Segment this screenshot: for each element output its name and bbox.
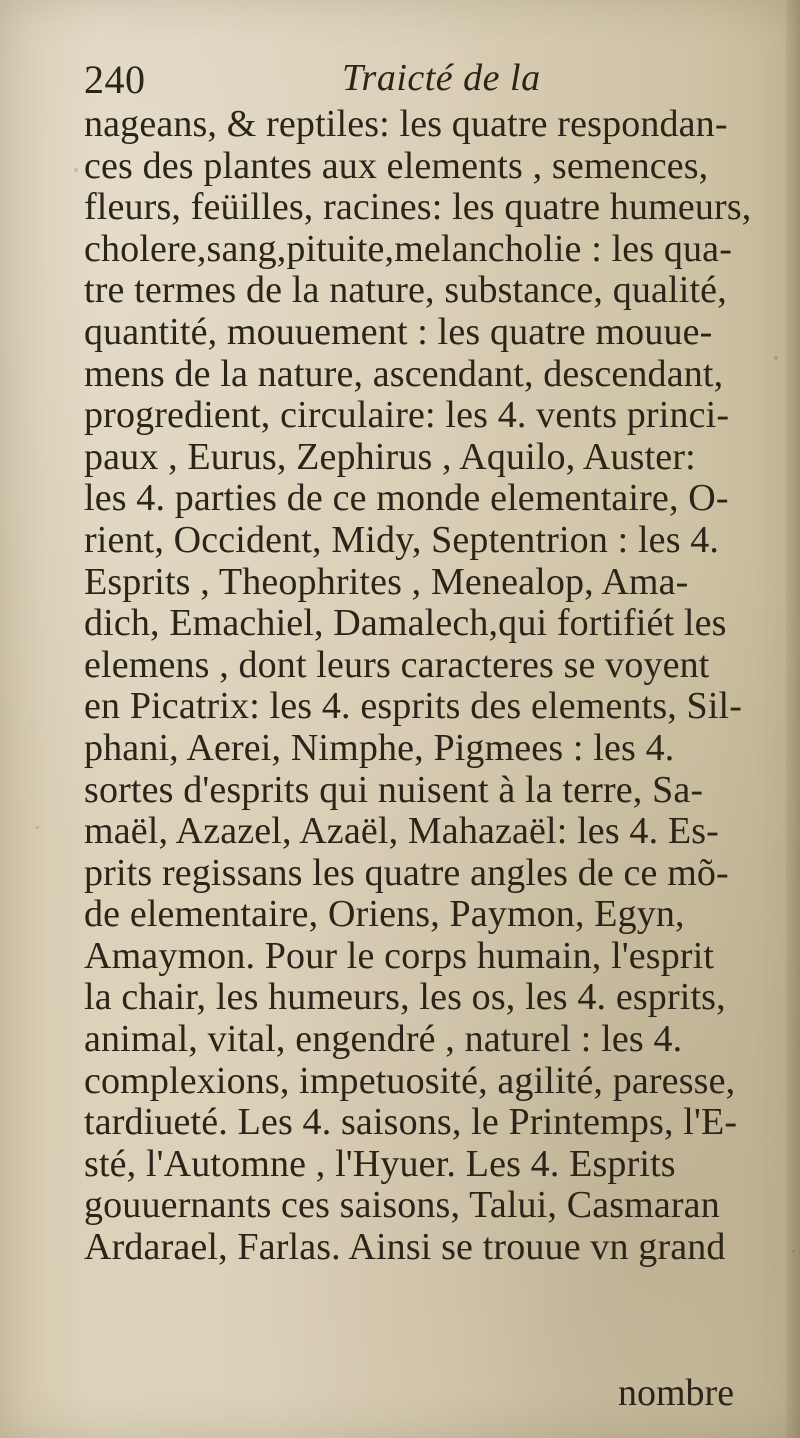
text-line-9: paux , Eurus, Zephirus , Aquilo, Auster: bbox=[84, 435, 696, 478]
text-line-7: mens de la nature, ascendant, descendant, bbox=[84, 352, 724, 395]
text-line-11: rient, Occident, Midy, Septentrion : les 4. bbox=[84, 518, 720, 561]
text-line-22: la chair, les humeurs, les os, les 4. esprits, bbox=[84, 976, 726, 1019]
text-line-12: Esprits , Theophrites , Menealop, Ama- bbox=[84, 560, 689, 603]
text-line-15: en Picatrix: les 4. esprits des elements, Sil- bbox=[84, 685, 743, 728]
text-line-20: de elementaire, Oriens, Paymon, Egyn, bbox=[84, 893, 685, 936]
text-line-21: Amaymon. Pour le corps humain, l'esprit bbox=[84, 934, 715, 977]
paper-speck bbox=[792, 1250, 795, 1253]
text-line-3: fleurs, feüilles, racines: les quatre humeurs, bbox=[84, 186, 752, 229]
page-header bbox=[84, 46, 614, 104]
text-line-16: phani, Aerei, Nimphe, Pigmees : les 4. bbox=[84, 726, 675, 769]
text-line-26: sté, l'Automne , l'Hyuer. Les 4. Esprits bbox=[84, 1142, 676, 1185]
text-line-24: complexions, impetuosité, agilité, paresse, bbox=[84, 1059, 736, 1102]
text-line-17: sortes d'esprits qui nuisent à la terre, Sa- bbox=[84, 768, 704, 811]
text-line-25: tardiueté. Les 4. saisons, le Printemps, l'E- bbox=[84, 1101, 738, 1144]
running-head: Traicté de la bbox=[342, 57, 541, 99]
catchword: nombre bbox=[618, 1372, 735, 1414]
page-gutter-shadow bbox=[786, 0, 800, 1438]
main-text-block bbox=[84, 104, 788, 1269]
text-line-23: animal, vital, engendré , naturel : les 4. bbox=[84, 1018, 683, 1061]
paper-speck bbox=[774, 356, 778, 360]
text-line-14: elemens , dont leurs caracteres se voyent bbox=[84, 643, 710, 686]
paper-speck bbox=[36, 826, 39, 829]
text-line-8: progredient, circulaire: les 4. vents princi- bbox=[84, 394, 730, 437]
text-line-5: tre termes de la nature, substance, qualité, bbox=[84, 269, 727, 312]
text-line-6: quantité, mouuement : les quatre mouue- bbox=[84, 310, 713, 353]
text-line-13: dich, Emachiel, Damalech,qui fortifiét les bbox=[84, 602, 727, 645]
text-line-27: gouuernants ces saisons, Talui, Casmaran bbox=[84, 1184, 720, 1227]
text-line-1: nageans, & reptiles: les quatre respondan- bbox=[84, 103, 728, 145]
text-line-10: les 4. parties de ce monde elementaire, O- bbox=[84, 477, 729, 520]
text-line-4: cholere,sang,pituite,melancholie : les qua- bbox=[84, 227, 732, 270]
paper-speck bbox=[74, 168, 78, 172]
text-line-28: Ardarael, Farlas. Ainsi se trouue vn grand bbox=[84, 1226, 726, 1269]
text-line-18: maël, Azazel, Azaël, Mahazaël: les 4. Es- bbox=[84, 810, 719, 853]
page-number: 240 bbox=[84, 57, 146, 102]
text-line-2: ces des plantes aux elements , semences, bbox=[84, 144, 709, 187]
text-line-19: prits regissans les quatre angles de ce mõ- bbox=[84, 851, 729, 894]
